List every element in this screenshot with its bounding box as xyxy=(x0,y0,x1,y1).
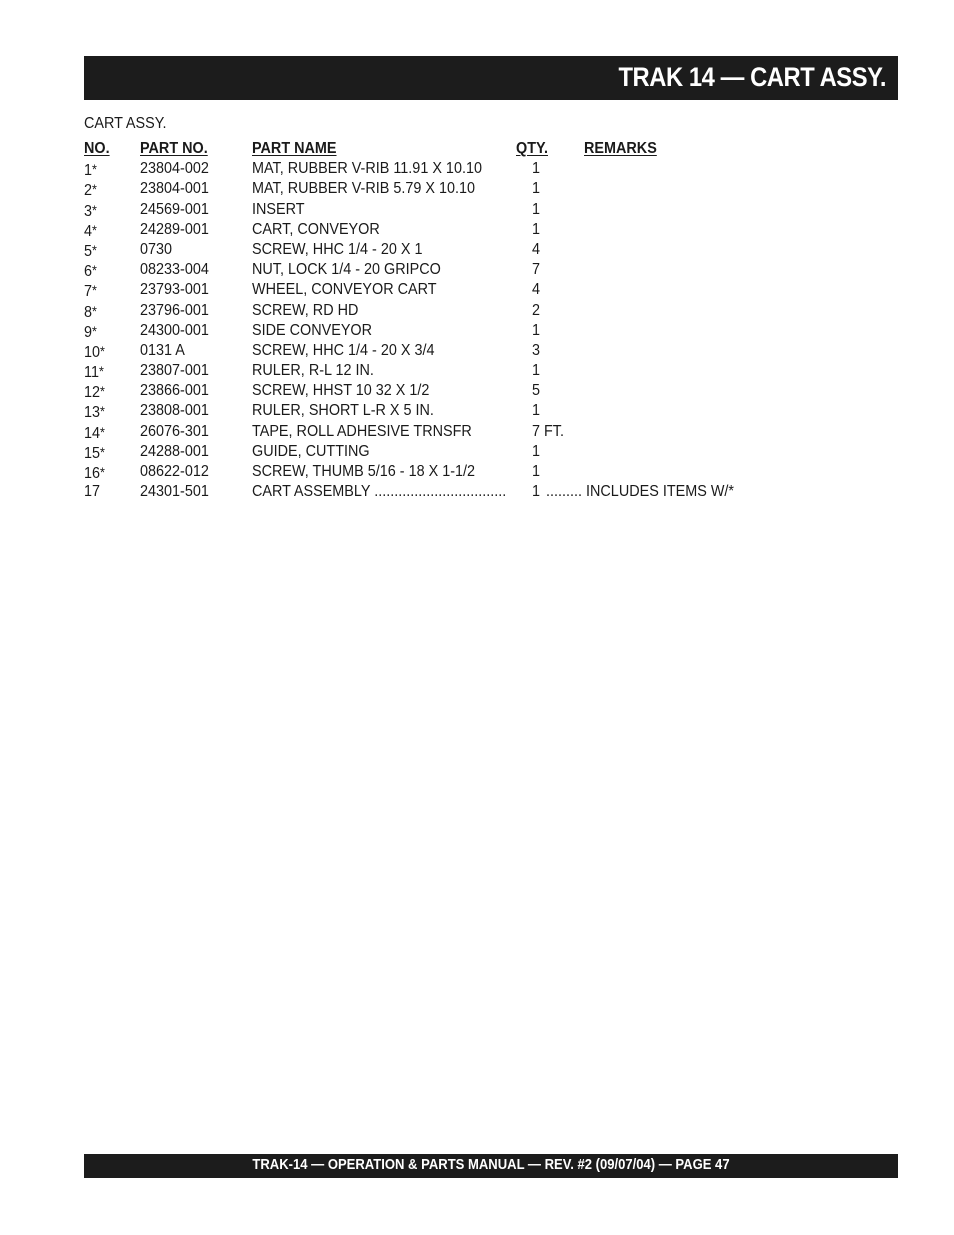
part-number: 23804-001 xyxy=(140,180,209,198)
quantity: 1 xyxy=(532,220,541,238)
table-row xyxy=(84,381,784,401)
part-name: SCREW, HHC 1/4 - 20 X 1 xyxy=(252,240,423,258)
part-number: 23807-001 xyxy=(140,362,209,380)
table-row xyxy=(84,321,784,341)
part-name: MAT, RUBBER V-RIB 11.91 X 10.10 xyxy=(252,160,482,178)
table-row xyxy=(84,341,784,361)
part-name: SCREW, THUMB 5/16 - 18 X 1-1/2 xyxy=(252,463,476,480)
part-name: CART ASSEMBLY ................................. xyxy=(252,483,507,501)
page-footer: TRAK-14 — OPERATION & PARTS MANUAL — REV. #2 (09/07/04) — PAGE 47 xyxy=(252,1157,730,1173)
part-name: CART, CONVEYOR xyxy=(252,220,380,238)
included-marker: * xyxy=(100,443,105,460)
column-header-qty: QTY. xyxy=(516,140,549,157)
part-number: 24569-001 xyxy=(140,200,209,218)
part-number: 0730 xyxy=(140,240,173,258)
item-number: 2* xyxy=(84,181,97,200)
included-marker: * xyxy=(98,363,104,380)
item-number: 11* xyxy=(84,363,104,382)
table-row xyxy=(84,280,784,300)
parts-table xyxy=(84,139,784,502)
table-body xyxy=(84,159,784,502)
part-number: 23793-001 xyxy=(140,281,209,299)
item-number: 3* xyxy=(84,201,97,220)
table-row xyxy=(84,462,784,482)
table-row xyxy=(84,401,784,421)
part-number: 08622-012 xyxy=(140,463,209,480)
part-number: 24288-001 xyxy=(140,442,209,460)
part-name: NUT, LOCK 1/4 - 20 GRIPCO xyxy=(252,261,441,279)
item-number: 9* xyxy=(84,322,97,341)
item-number: 6* xyxy=(84,262,97,281)
part-number: 23808-001 xyxy=(140,402,209,420)
quantity: 1 xyxy=(532,402,541,420)
included-marker: * xyxy=(92,161,97,178)
item-number: 1* xyxy=(84,161,97,180)
remarks: ......... INCLUDES ITEMS W/* xyxy=(546,483,735,501)
quantity: 7 xyxy=(532,261,541,279)
part-number: 24300-001 xyxy=(140,321,209,339)
table-row xyxy=(84,220,784,240)
quantity: 1 xyxy=(532,463,541,480)
part-number: 23796-001 xyxy=(140,301,209,319)
part-number: 24301-501 xyxy=(140,483,209,501)
quantity: 1 xyxy=(532,483,541,501)
quantity: 1 xyxy=(532,362,541,380)
part-number: 23804-002 xyxy=(140,160,209,178)
included-marker: * xyxy=(100,423,105,440)
quantity: 1 xyxy=(532,321,541,339)
part-name: SCREW, HHC 1/4 - 20 X 3/4 xyxy=(252,341,435,359)
part-name: RULER, R-L 12 IN. xyxy=(252,362,374,380)
included-marker: * xyxy=(92,262,97,279)
part-number: 24289-001 xyxy=(140,220,209,238)
included-marker: * xyxy=(92,221,97,238)
part-name: SCREW, RD HD xyxy=(252,301,359,319)
page-title-bar xyxy=(84,56,898,100)
quantity: 3 xyxy=(532,341,541,359)
item-number: 12* xyxy=(84,383,105,402)
quantity: 4 xyxy=(532,281,541,299)
column-header-remarks: REMARKS xyxy=(584,140,657,157)
quantity: 4 xyxy=(532,240,541,258)
included-marker: * xyxy=(92,302,97,319)
section-label: CART ASSY. xyxy=(84,115,167,132)
item-number: 17 xyxy=(84,483,101,501)
table-row xyxy=(84,301,784,321)
included-marker: * xyxy=(100,464,105,480)
item-number: 5* xyxy=(84,241,97,260)
part-name: SCREW, HHST 10 32 X 1/2 xyxy=(252,382,430,400)
item-number: 15* xyxy=(84,443,105,462)
quantity: 1 xyxy=(532,442,541,460)
quantity: 5 xyxy=(532,382,541,400)
part-number: 26076-301 xyxy=(140,422,209,440)
part-number: 0131 A xyxy=(140,341,185,359)
included-marker: * xyxy=(92,181,97,198)
item-number: 14* xyxy=(84,423,105,442)
quantity: 2 xyxy=(532,301,541,319)
item-number: 7* xyxy=(84,282,97,301)
table-row xyxy=(84,442,784,462)
table-row xyxy=(84,260,784,280)
table-row xyxy=(84,159,784,179)
column-header-part-name: PART NAME xyxy=(252,140,337,157)
table-header-row xyxy=(84,139,784,159)
table-row xyxy=(84,422,784,442)
part-name: RULER, SHORT L-R X 5 IN. xyxy=(252,402,434,420)
item-number: 8* xyxy=(84,302,97,321)
table-row xyxy=(84,179,784,199)
included-marker: * xyxy=(92,241,97,258)
part-name: SIDE CONVEYOR xyxy=(252,321,373,339)
table-row xyxy=(84,200,784,220)
page-footer-bar xyxy=(84,1154,898,1178)
part-name: INSERT xyxy=(252,200,305,218)
included-marker: * xyxy=(92,282,97,299)
quantity: 1 xyxy=(532,160,541,178)
column-header-no: NO. xyxy=(84,140,110,157)
table-row xyxy=(84,361,784,381)
part-name: TAPE, ROLL ADHESIVE TRNSFR xyxy=(252,422,472,440)
included-marker: * xyxy=(92,201,97,218)
part-name: MAT, RUBBER V-RIB 5.79 X 10.10 xyxy=(252,180,476,198)
table-row xyxy=(84,482,784,502)
quantity: 1 xyxy=(532,180,541,198)
part-name: GUIDE, CUTTING xyxy=(252,442,370,460)
item-number: 13* xyxy=(84,403,105,422)
item-number: 4* xyxy=(84,221,97,240)
table-row xyxy=(84,240,784,260)
included-marker: * xyxy=(100,342,105,359)
quantity: 1 xyxy=(532,200,541,218)
item-number: 16* xyxy=(84,464,105,482)
quantity: 7 FT. xyxy=(532,422,565,440)
part-name: WHEEL, CONVEYOR CART xyxy=(252,281,437,299)
part-number: 08233-004 xyxy=(140,261,209,279)
column-header-part-no: PART NO. xyxy=(140,140,208,157)
included-marker: * xyxy=(92,322,97,339)
included-marker: * xyxy=(100,403,105,420)
included-marker: * xyxy=(100,383,105,400)
page-title: TRAK 14 — CART ASSY. xyxy=(618,62,886,92)
item-number: 10* xyxy=(84,342,105,361)
part-number: 23866-001 xyxy=(140,382,209,400)
